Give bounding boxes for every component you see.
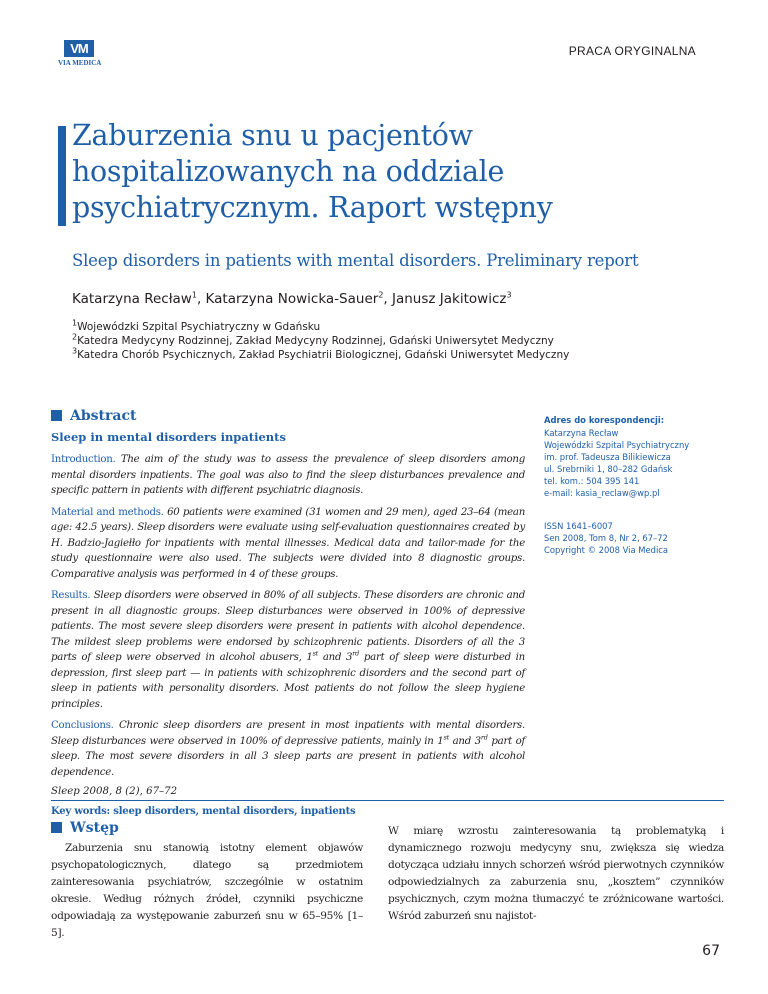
author-affiliation-mark: 2 — [378, 290, 384, 300]
title-accent-bar — [58, 126, 66, 226]
author-name: Katarzyna Nowicka-Sauer — [205, 291, 379, 307]
intro-heading — [51, 820, 363, 836]
journal-info-line: ISSN 1641–6007 — [544, 521, 613, 531]
section-label: PRACA ORYGINALNA — [568, 44, 696, 58]
affiliation-mark: 3 — [72, 346, 78, 356]
abstract-introduction — [51, 452, 525, 499]
affiliation-text: Katedra Medycyny Rodzinnej, Zakład Medycyny Rodzinnej, Gdański Uniwersytet Medyczny — [77, 335, 554, 347]
ordinal-suffix: st — [312, 649, 319, 658]
conclusions-text: Chronic sleep disorders are present in most inpatients with mental disorders. Sleep disturbances were observed in 100% of depressive patients, mainly in 1 — [51, 720, 525, 747]
abstract-methods — [51, 505, 525, 583]
correspondence-line: ul. Srebrniki 1, 80–282 Gdańsk — [544, 464, 673, 474]
correspondence-line: Katarzyna Recław — [544, 428, 619, 438]
square-bullet-icon — [51, 822, 62, 833]
logo-text: VIA MEDICA — [58, 59, 102, 67]
conclusions-text: and 3 — [448, 735, 481, 747]
journal-info-line: Sen 2008, Tom 8, Nr 2, 67–72 — [544, 533, 668, 543]
intro-paragraph: Zaburzenia snu stanowią istotny element objawów psychopatologicznych, dlatego są przedmiotem zainteresowania psychiatrów, szczególnie w ostatnim okresie. Według różnych źródeł, czynniki psychiczne odpowiadają za występowanie zaburzeń snu w 65–95% [1–5]. — [51, 842, 363, 939]
author-affiliation-mark: 1 — [191, 290, 197, 300]
correspondence-line: Wojewódzki Szpital Psychiatryczny — [544, 440, 690, 450]
section-divider — [51, 800, 724, 801]
square-bullet-icon — [51, 410, 62, 421]
introduction-label: Introduction. — [51, 454, 116, 465]
affiliation — [72, 348, 712, 362]
results-text: and 3 — [318, 652, 353, 663]
abstract-conclusions — [51, 718, 525, 780]
body-column-right — [388, 823, 724, 925]
affiliation — [72, 320, 712, 334]
publisher-logo — [58, 40, 100, 67]
affiliation-text: Wojewódzki Szpital Psychiatryczny w Gdańsku — [77, 321, 321, 333]
journal-info-line: Copyright © 2008 Via Medica — [544, 545, 669, 555]
correspondence-heading: Adres do korespondencji: — [544, 415, 665, 425]
article-sidebar — [544, 414, 724, 556]
correspondence-line: tel. kom.: 504 395 141 — [544, 476, 640, 486]
author-affiliation-mark: 3 — [506, 290, 512, 300]
results-label: Results. — [51, 590, 91, 601]
title-line: hospitalizowanych na oddziale — [72, 155, 505, 188]
title-line: Zaburzenia snu u pacjentów — [72, 119, 473, 152]
author-name: Janusz Jakitowicz — [392, 291, 507, 307]
intro-paragraph-continued: W miarę wzrostu zainteresowania tą problematyką i dynamicznego rozwoju medycyny snu, zwiększa się wiedza dotycząca udziału innych schorzeń wśród pierwotnych czynników odpowiedzialnych za zaburzenia snu, „kosztem” czynników psychicznych, czym można tłumaczyć te zróżnicowane wartości. Wśród zaburzeń snu najistot- — [388, 825, 724, 922]
author-separator: , — [196, 291, 206, 307]
author-separator: , — [383, 291, 392, 307]
english-title: Sleep disorders in patients with mental disorders. Preliminary report — [72, 251, 639, 270]
logo-mark: VM — [64, 40, 94, 57]
affiliation-mark: 2 — [72, 332, 78, 342]
correspondence-address — [544, 427, 724, 499]
methods-text: 60 patients were examined (31 women and 29 men), aged 23–64 (mean age: 42.5 years). Sleep disorders were evaluate using self-evaluation questionnaires created by H. Badzio-Jagiełło for inpatients with mental illnesses. Medical data and tailor-made for the study questionnaire were also used. The subjects were divided into 8 diagnostic groups. Comparative analysis was performed in 4 of these groups. — [51, 506, 526, 580]
intro-heading-text: Wstęp — [70, 820, 119, 836]
abstract-heading-text: Abstract — [70, 408, 137, 424]
ordinal-suffix: st — [443, 733, 449, 742]
abstract-heading — [51, 408, 525, 424]
affiliation-mark: 1 — [72, 318, 78, 328]
journal-info — [544, 520, 724, 556]
abstract — [51, 408, 525, 817]
title-line: psychiatrycznym. Raport wstępny — [72, 191, 553, 224]
correspondence-line: im. prof. Tadeusza Bilikiewicza — [544, 452, 671, 462]
correspondence-email[interactable]: e-mail: kasia_reclaw@wp.pl — [544, 488, 660, 498]
article-title — [72, 118, 692, 226]
body-column-left — [51, 820, 363, 942]
abstract-citation: Sleep 2008, 8 (2), 67–72 — [51, 786, 178, 797]
keywords: Key words: sleep disorders, mental disorders, inpatients — [51, 806, 356, 817]
ordinal-suffix: rd — [480, 733, 488, 742]
introduction-text: The aim of the study was to assess the prevalence of sleep disorders among mental disorders inpatients. The goal was also to find the sleep disturbances prevalence and specific pattern in patients with different psychiatric diagnosis. — [51, 454, 525, 496]
affiliation-text: Katedra Chorób Psychicznych, Zakład Psychiatrii Biologicznej, Gdański Uniwersytet Medyczny — [77, 349, 570, 361]
results-text: part of sleep were disturbed in depression, first sleep part — in patients with schizophrenic disorders and the second part of sleep in patients with personality disorders. Most patients do not follow the sleep hygiene principles. — [51, 652, 525, 710]
conclusions-text: part of sleep. The most severe disorders in all 3 sleep parts are present in patients with alcohol dependence. — [51, 735, 525, 778]
author-list — [72, 291, 712, 307]
results-text: Sleep disorders were observed in 80% of all subjects. These disorders are chronic and present in all diagnostic groups. Sleep disturbances were observed in 100% of depressive patients. The most severe sleep disorders were present in patients with alcohol dependence. The mildest sleep problems were endorsed by schizophrenic patients. Disorders of all the 3 parts of sleep were observed in alcohol abusers, 1 — [51, 590, 525, 663]
affiliation — [72, 334, 712, 348]
author-name: Katarzyna Recław — [72, 291, 192, 307]
ordinal-suffix: rd — [352, 649, 360, 658]
methods-label: Material and methods. — [51, 506, 164, 518]
abstract-subheading: Sleep in mental disorders inpatients — [51, 430, 286, 444]
page-number: 67 — [702, 943, 720, 959]
conclusions-label: Conclusions. — [51, 720, 114, 731]
abstract-results — [51, 588, 525, 712]
affiliation-list — [72, 320, 712, 362]
